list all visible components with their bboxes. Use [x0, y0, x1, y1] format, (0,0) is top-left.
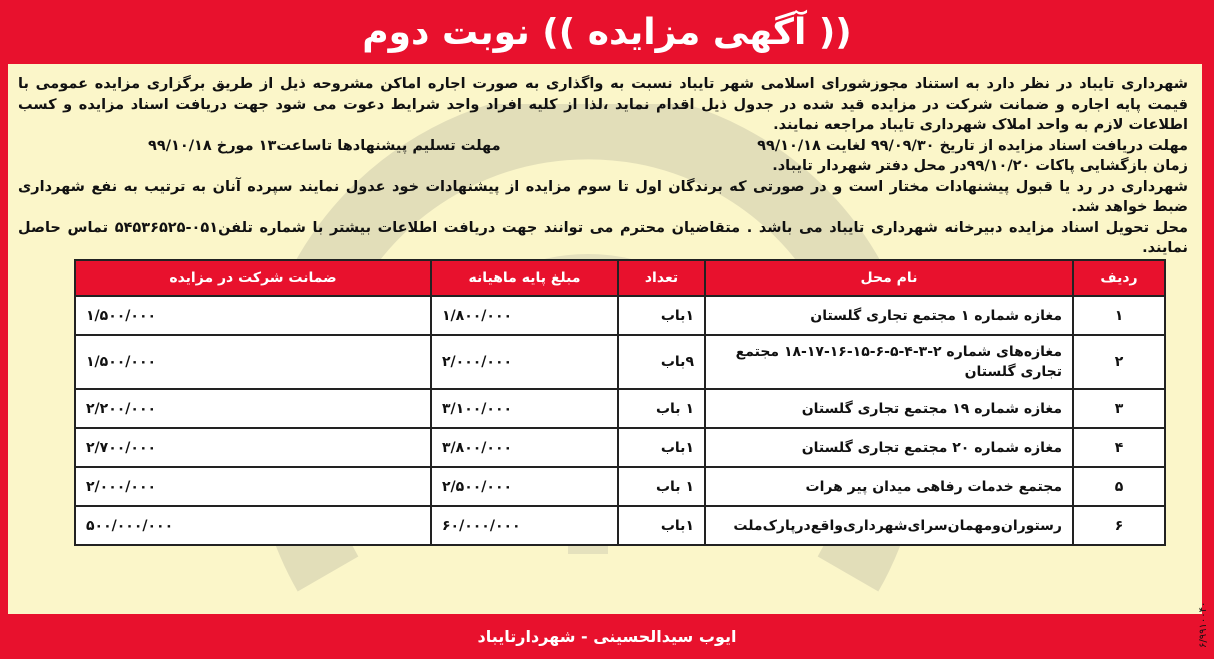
row-count: ۹باب [618, 335, 705, 389]
header-count: تعداد [618, 260, 705, 296]
auction-table [74, 259, 1166, 546]
row-base: ۶۰/۰۰۰/۰۰۰ [431, 506, 618, 545]
row-place: مغازه شماره ۲۰ مجتمع تجاری گلستان [705, 428, 1073, 467]
table-row [75, 389, 1165, 428]
row-idx: ۵ [1073, 467, 1165, 506]
row-guarantee: ۵۰۰/۰۰۰/۰۰۰ [75, 506, 431, 545]
row-guarantee: ۲/۷۰۰/۰۰۰ [75, 428, 431, 467]
delivery-paragraph: محل تحویل اسناد مزایده دبیرخانه شهرداری تایباد می باشد . متقاضیان محترم می توانند جهت دریافت اطلاعات بیشتر با شماره تلفن۰۵۱-۵۴۵۳۶۵۲۵ تماس حاصل نمایند. [18, 219, 1188, 256]
row-count: ۱باب [618, 428, 705, 467]
intro-paragraph: شهرداری تایباد در نظر دارد به استناد مجوزشورای اسلامی شهر تایباد نسبت به واگذاری به صورت اجاره اماکن مشروحه ذیل از طریق برگزاری مزایده عمومی با قیمت پایه اجاره و ضمانت شرکت در مزایده قید شده در جدول ذیل اقدام نماید ،لذا از کلیه افراد واجد شرایط دعوت می شود جهت دریافت اسناد مزایده و کسب اطلاعات لازم به واحد املاک شهرداری تایباد مراجعه نمایند. [18, 76, 1188, 133]
submission-deadline: مهلت تسلیم پیشنهادها تاساعت۱۳ مورخ ۹۹/۱۰/۱۸ [148, 137, 501, 154]
row-idx: ۴ [1073, 428, 1165, 467]
row-base: ۲/۰۰۰/۰۰۰ [431, 335, 618, 389]
row-base: ۲/۵۰۰/۰۰۰ [431, 467, 618, 506]
header-guarantee: ضمانت شرکت در مزایده [75, 260, 431, 296]
footer [0, 614, 1214, 659]
row-count: ۱باب [618, 296, 705, 335]
row-base: ۳/۸۰۰/۰۰۰ [431, 428, 618, 467]
ad-title: (( آگهی مزایده )) نوبت دوم [362, 11, 852, 53]
header-base: مبلغ پایه ماهیانه [431, 260, 618, 296]
row-idx: ۶ [1073, 506, 1165, 545]
side-code [1194, 560, 1214, 660]
row-guarantee: ۱/۵۰۰/۰۰۰ [75, 335, 431, 389]
row-idx: ۲ [1073, 335, 1165, 389]
row-base: ۱/۸۰۰/۰۰۰ [431, 296, 618, 335]
row-count: ۱ باب [618, 467, 705, 506]
opening-info: زمان بازگشایی پاکات ۹۹/۱۰/۲۰در محل دفتر شهردار تایباد. [772, 158, 1188, 174]
row-base: ۳/۱۰۰/۰۰۰ [431, 389, 618, 428]
table-row [75, 506, 1165, 545]
row-guarantee: ۱/۵۰۰/۰۰۰ [75, 296, 431, 335]
table-row [75, 428, 1165, 467]
row-place: مغازه شماره ۱ مجتمع تجاری گلستان [705, 296, 1073, 335]
row-count: ۱باب [618, 506, 705, 545]
row-guarantee: ۲/۲۰۰/۰۰۰ [75, 389, 431, 428]
deadline-row [18, 136, 1188, 157]
row-idx: ۱ [1073, 296, 1165, 335]
header-idx: ردیف [1073, 260, 1165, 296]
header [0, 0, 1214, 64]
table-row [75, 296, 1165, 335]
row-place: مغازه‌های شماره ۲-۳-۴-۵-۶-۱۵-۱۶-۱۷-۱۸ مجتمع تجاری گلستان [705, 335, 1073, 389]
table-row [75, 335, 1165, 389]
table-row [75, 467, 1165, 506]
row-place: رستوران‌ومهمان‌سرای‌شهرداری‌واقع‌در‌پارک‌ملت [705, 506, 1073, 545]
signature: ایوب سیدالحسینی - شهردارتایباد [477, 627, 737, 646]
table-header-row [75, 260, 1165, 296]
rights-paragraph: شهرداری در رد یا قبول پیشنهادات مختار است و در صورتی که برندگان اول تا سوم مزایده از پیشنهادات خود عدول نمایند سپرده آنان به ترتیب به نفع شهرداری ضبط خواهد شد. [18, 178, 1188, 215]
ad-text [18, 74, 1188, 259]
row-place: مجتمع خدمات رفاهی میدان پیر هرات [705, 467, 1073, 506]
row-count: ۱ باب [618, 389, 705, 428]
doc-period: مهلت دریافت اسناد مزایده از تاریخ ۹۹/۰۹/۳۰ لغایت ۹۹/۱۰/۱۸ [757, 137, 1188, 154]
row-idx: ۳ [1073, 389, 1165, 428]
row-guarantee: ۲/۰۰۰/۰۰۰ [75, 467, 431, 506]
side-code-text: ۶/۹۹۱۰۰۴۰ [1198, 601, 1209, 648]
header-place: نام محل [705, 260, 1073, 296]
row-place: مغازه شماره ۱۹ مجتمع تجاری گلستان [705, 389, 1073, 428]
